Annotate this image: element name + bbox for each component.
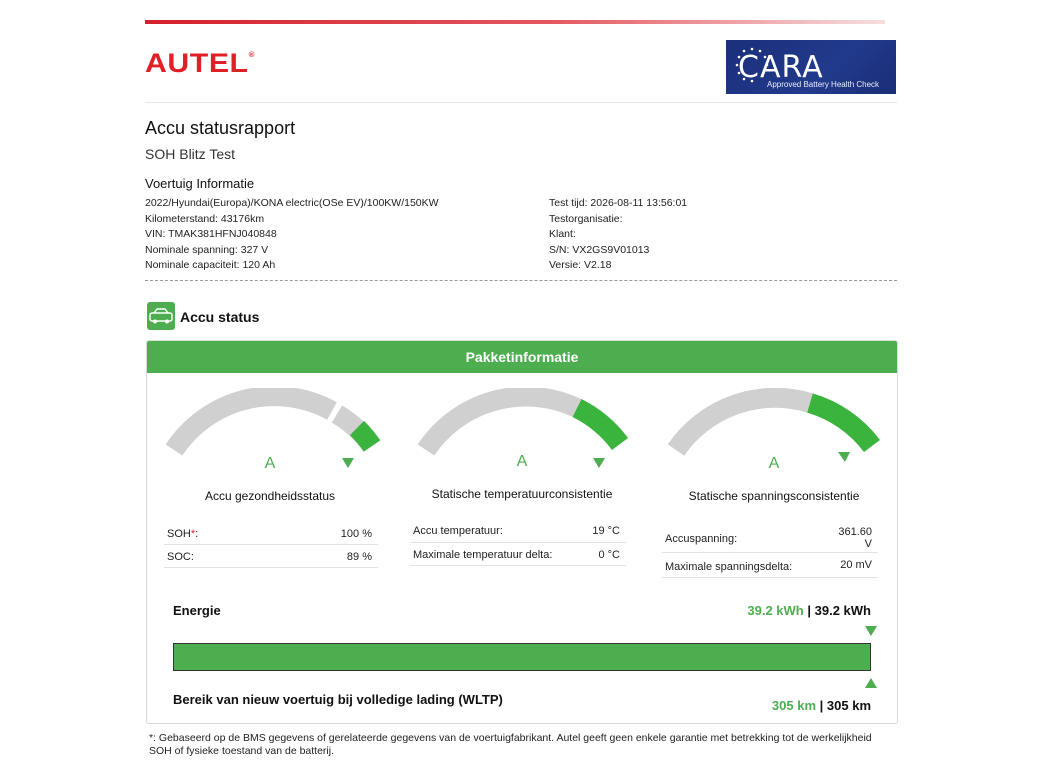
temperature-value: 19 °C (592, 525, 620, 537)
vin: VIN: TMAK381HFNJ040848 (145, 228, 277, 240)
vehicle-model: 2022/Hyundai(Europa)/KONA electric(OSe EV)/100KW/150KW (145, 197, 439, 209)
health-table (164, 522, 378, 568)
energy-label: Energie (173, 603, 221, 618)
gauge-health-grade: A (264, 455, 276, 472)
gauge-temperature (412, 388, 638, 476)
gauge-voltage (662, 388, 888, 476)
energy-bar (173, 643, 871, 671)
max-voltage-delta-key: Maximale spanningsdelta: (665, 561, 793, 573)
report-subtitle: SOH Blitz Test (145, 146, 235, 162)
soc-value: 89 % (346, 551, 372, 563)
max-temp-delta-value: 0 °C (598, 549, 620, 561)
table-row (662, 522, 878, 553)
battery-status-heading: Accu status (180, 309, 260, 325)
voltage-value: 361.60 V (838, 526, 872, 550)
energy-bar-fill (174, 644, 870, 670)
table-row: SOH*: 100 % (164, 522, 378, 545)
soc-key: SOC: (167, 551, 194, 563)
max-voltage-delta-value: 20 mV (840, 559, 872, 571)
autel-logo: AUTEL® (145, 48, 255, 78)
range-marker-up-icon (865, 678, 877, 688)
cara-badge (726, 40, 896, 94)
gauge-health-pointer (342, 458, 354, 468)
vehicle-info-right (549, 196, 687, 274)
footnote: *: Gebaseerd op de BMS gegevens of gerelateerde gegevens van de voertuigfabrikant. Autel geeft geen enkele garantie met betrekking tot de werkelijkheid SOH of fysieke toestand van de batterij. (149, 732, 872, 757)
energy-nominal: 39.2 kWh (814, 603, 871, 618)
max-temp-delta-key: Maximale temperatuur delta: (413, 549, 553, 561)
table-row (164, 545, 378, 568)
nominal-capacity: Nominale capaciteit: 120 Ah (145, 259, 276, 271)
soh-asterisk: * (190, 528, 196, 540)
cara-badge-title: CARA (738, 50, 824, 85)
customer: Klant: (549, 228, 576, 240)
gauge-temperature-grade: A (516, 453, 528, 470)
voltage-table (662, 522, 878, 578)
gauge-temperature-pointer (593, 458, 605, 468)
version: Versie: V2.18 (549, 259, 612, 271)
energy-current: 39.2 kWh (747, 603, 804, 618)
gauge-health-label: Accu gezondheidsstatus (204, 489, 336, 503)
soh-value: 100 % (340, 528, 372, 540)
table-row (410, 543, 626, 566)
temperature-table (410, 520, 626, 566)
nominal-voltage: Nominale spanning: 327 V (145, 243, 269, 256)
header-divider (145, 102, 897, 103)
top-accent-bar (145, 20, 885, 24)
table-row (410, 520, 626, 543)
range-nominal: 305 km (826, 698, 871, 713)
gauge-health (160, 388, 386, 476)
range-label: Bereik van nieuw voertuig bij volledige lading (WLTP) (173, 692, 503, 707)
temperature-key: Accu temperatuur: (413, 525, 503, 537)
energy-marker-down-icon (865, 626, 877, 636)
voltage-key: Accuspanning: (665, 533, 738, 545)
vehicle-info-left (145, 196, 439, 274)
soh-key: SOH (167, 528, 191, 540)
info-divider (145, 280, 897, 281)
report-title: Accu statusrapport (145, 118, 296, 138)
gauge-temperature-label: Statische temperatuurconsistentie (431, 487, 613, 501)
gauge-voltage-grade: A (768, 455, 780, 472)
table-row (662, 553, 878, 578)
range-value: 305 km | 305 km (771, 698, 871, 713)
vehicle-info-heading: Voertuig Informatie (145, 176, 255, 191)
gauge-voltage-label: Statische spanningsconsistentie (688, 489, 860, 503)
test-organisation: Testorganisatie: (549, 212, 623, 225)
cara-badge-subtitle: Approved Battery Health Check (767, 80, 880, 89)
energy-value: 39.2 kWh | 39.2 kWh (747, 603, 871, 618)
serial-number: S/N: VX2GS9V01013 (549, 243, 650, 256)
pack-info-title: Pakketinformatie (147, 341, 897, 373)
battery-car-icon (147, 302, 175, 330)
gauge-voltage-pointer (838, 452, 850, 462)
test-time: Test tijd: 2026-08-11 13:56:01 (549, 197, 688, 209)
range-current: 305 km (771, 698, 817, 713)
odometer: Kilometerstand: 43176km (145, 212, 265, 225)
